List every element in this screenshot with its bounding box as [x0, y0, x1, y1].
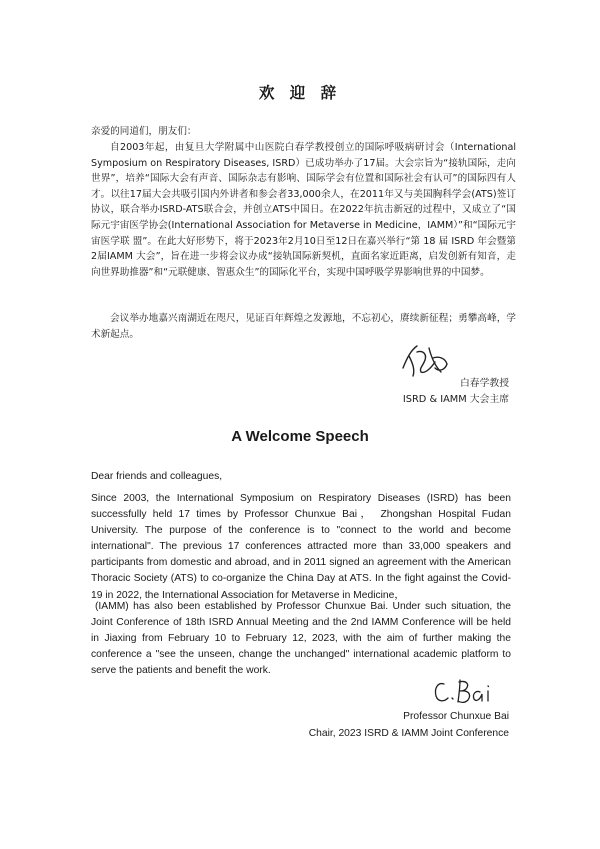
- chinese-signer-name: 白春学教授: [460, 378, 509, 389]
- chinese-paragraph-1: 自2003年起，由复旦大学附属中山医院白春学教授创立的国际呼吸病研讨会（International Symposium on Respiratory Diseases, ISRD）已成功举办了17届。大会宗旨为“接轨国际，走向世界”，培养“国际大会有声音、国际杂志有影响、国际学会有位置和国际社会有认可”的国际四有人才。以往17届大会共吸引国内外讲者和参会者33,000余人，在2011年又与美国胸科学会(ATS)签订协议，联合举办ISRD-ATS联合会，并创立ATS中国日。在2022年抗击新冠的过程中，又成立了“国际元宇宙医学协会(International Association for Metaverse in Medicine，IAMM）”和“国际元宇宙医学联 盟”。在此大好形势下，将于2023年2月10日至12日在嘉兴举行“第 18 届 ISRD 年会暨第2届IAMM 大会”，旨在进一步将会议办成“接轨国际新契机，直面名家近距离，启发创新有知音，走向世界助推器”和“元联健康、智惠众生”的国际化平台，实现中国呼吸学界影响世界的中国梦。: [91, 142, 516, 278]
- english-signer-title: Chair, 2023 ISRD & IAMM Joint Conference: [308, 727, 509, 739]
- chinese-signer-title: ISRD & IAMM 大会主席: [402, 394, 509, 405]
- chinese-signature-block: [403, 376, 509, 408]
- chinese-greeting: 亲爱的同道们，朋友们：: [91, 126, 197, 137]
- english-paragraph-1: Since 2003, the International Symposium on Respiratory Diseases (ISRD) has been successfully held 17 times by Professor Chunxue Bai， Zhongshan Hospital Fudan University. The purpose of the conference is to "connect to the world and become international". The previous 17 conferences attracted more than 33,000 speakers and participants from domestic and abroad, and in 2011 signed an agreement with the American Thoracic Society (ATS) to co-organize the China Day at ATS. In the fight against the Covid-19 in 2022, the International Association for Metaverse in Medicine，: [91, 493, 511, 601]
- english-signer-name: Professor Chunxue Bai: [403, 711, 509, 722]
- english-greeting: Dear friends and colleagues,: [91, 471, 223, 482]
- english-paragraph-2: (IAMM) has also been established by Professor Chunxue Bai. Under such situation, the Joint Conference of 18th ISRD Annual Meeting and the 2nd IAMM Conference will be held in Jiaxing from February 10 to February 12, 2023, with the aim of further making the conference a "see the unseen, change the unchanged" international academic platform to serve the patients and benefit the work.: [91, 601, 511, 677]
- english-title: A Welcome Speech: [231, 428, 369, 445]
- english-signature-block: [309, 709, 509, 742]
- chinese-paragraph-2: 会议举办地嘉兴南湖近在咫尺，见证百年辉煌之发源地，不忘初心，赓续新征程；勇攀高峰，学术新起点。: [91, 313, 516, 340]
- english-handwritten-signature: [430, 676, 510, 706]
- chinese-title: 欢 迎 辞: [258, 84, 342, 102]
